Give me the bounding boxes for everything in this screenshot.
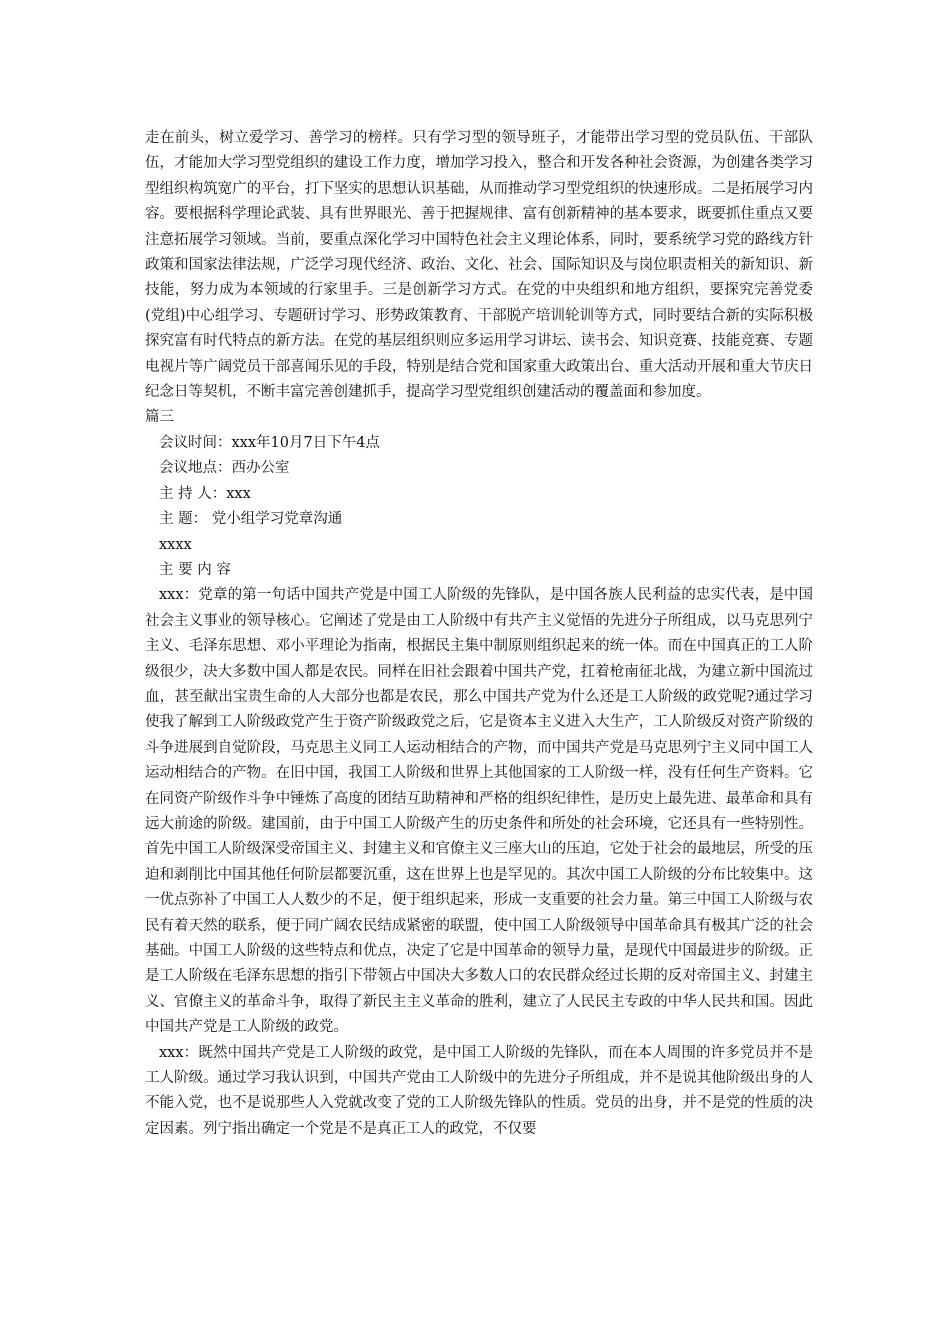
meeting-topic: 主 题： 党小组学习党章沟通 [159,511,343,528]
meeting-place: 会议地点：西办公室 [159,460,290,477]
intro-paragraph: 走在前头，树立爱学习、善学习的榜样。只有学习型的领导班子，才能带出学习型的党员队伍、干部队伍，才能加大学习型党组织的建设工作力度，增加学习投入，整合和开发各种社会资源，为创建各类学习型组织构筑宽广的平台，打下坚实的思想认识基础，从而推动学习型党组织的快速形成。二是拓展学习内容。要根据科学理论武装、具有世界眼光、善于把握规律、富有创新精神的基本要求，既要抓住重点又要注意拓展学习领域。当前，要重点深化学习中国特色社会主义理论体系，同时，要系统学习党的路线方针政策和国家法律法规，广泛学习现代经济、政治、文化、社会、国际知识及与岗位职责相关的新知识、新技能，努力成为本领域的行家里手。三是创新学习方式。在党的中央组织和地方组织，要探究完善党委(党组)中心组学习、专题研讨学习、形势政策教育、干部脱产培训轮训等方式，同时要结合新的实际积极探究富有时代特点的新方法。在党的基层组织则应多运用学习讲坛、读书会、知识竞赛、技能竞赛、专题电视片等广阔党员干部喜闻乐见的手段，特别是结合党和国家重大政策出台、重大活动开展和重大节庆日纪念日等契机，不断丰富完善创建抓手，提高学习型党组织创建活动的覆盖面和参加度。 [145,130,813,401]
body-paragraph-2: xxx：既然中国共产党是工人阶级的政党，是中国工人阶级的先锋队，而在本人周围的许多党员并不是工人阶级。通过学习我认识到，中国共产党由工人阶级中的先进分子所组成，并不是说其他阶级出身的人不能入党，也不是说那些人入党就改变了党的工人阶级先锋队的性质。党员的出身，并不是党的性质的决定因素。列宁指出确定一个党是不是真正工人的政党，不仅要 [145,1044,813,1137]
body-paragraph-1: xxx：党章的第一句话中国共产党是中国工人阶级的先锋队，是中国各族人民利益的忠实代表，是中国社会主义事业的领导核心。它阐述了党是由工人阶级中有共产主义觉悟的先进分子所组成，以马克思列宁主义、毛泽东思想、邓小平理论为指南，根据民主集中制原则组织起来的统一体。而在中国真正的工人阶级很少，决大多数中国人都是农民。同样在旧社会跟着中国共产党，扛着枪南征北战，为建立新中国流过血，甚至献出宝贵生命的人大部分也都是农民，那么中国共产党为什么还是工人阶级的政党呢?通过学习使我了解到工人阶级政党产生于资产阶级政党之后，它是资本主义进入大生产，工人阶级反对资产阶级的斗争进展到自觉阶段，马克思主义同工人运动相结合的产物，而中国共产党是马克思列宁主义同中国工人运动相结合的产物。在旧中国，我国工人阶级和世界上其他国家的工人阶级一样，没有任何生产资料。它在同资产阶级作斗争中锤炼了高度的团结互助精神和严格的组织纪律性，是历史上最先进、最革命和具有远大前途的阶级。建国前，由于中国工人阶级产生的历史条件和所处的社会环境，它还具有一些特别性。首先中国工人阶级深受帝国主义、封建主义和官僚主义三座大山的压迫，它处于社会的最地层，所受的压迫和剥削比中国其他任何阶层都要沉重，这在世界上也是罕见的。其次中国工人阶级的分布比较集中。这一优点弥补了中国工人人数少的不足，便于组织起来，形成一支重要的社会力量。第三中国工人阶级与农民有着天然的联系，便于同广阔农民结成紧密的联盟，使中国工人阶级领导中国革命具有极其广泛的社会基础。中国工人阶级的这些特点和优点，决定了它是中国革命的领导力量，是现代中国最进步的阶级。正是工人阶级在毛泽东思想的指引下带领占中国决大多数人口的农民群众经过长期的反对帝国主义、封建主义、官僚主义的革命斗争，取得了新民主主义革命的胜利，建立了人民民主专政的中华人民共和国。因此中国共产党是工人阶级的政党。 [145,587,813,1036]
meeting-time: 会议时间：xxx年10月7日下午4点 [159,434,380,451]
main-content-heading: 主 要 内 容 [159,561,231,578]
document-page [145,126,813,1142]
meeting-host: 主 持 人：xxx [159,485,251,502]
meeting-recorder: xxxx [159,536,192,553]
section-title: 篇三 [145,409,174,426]
